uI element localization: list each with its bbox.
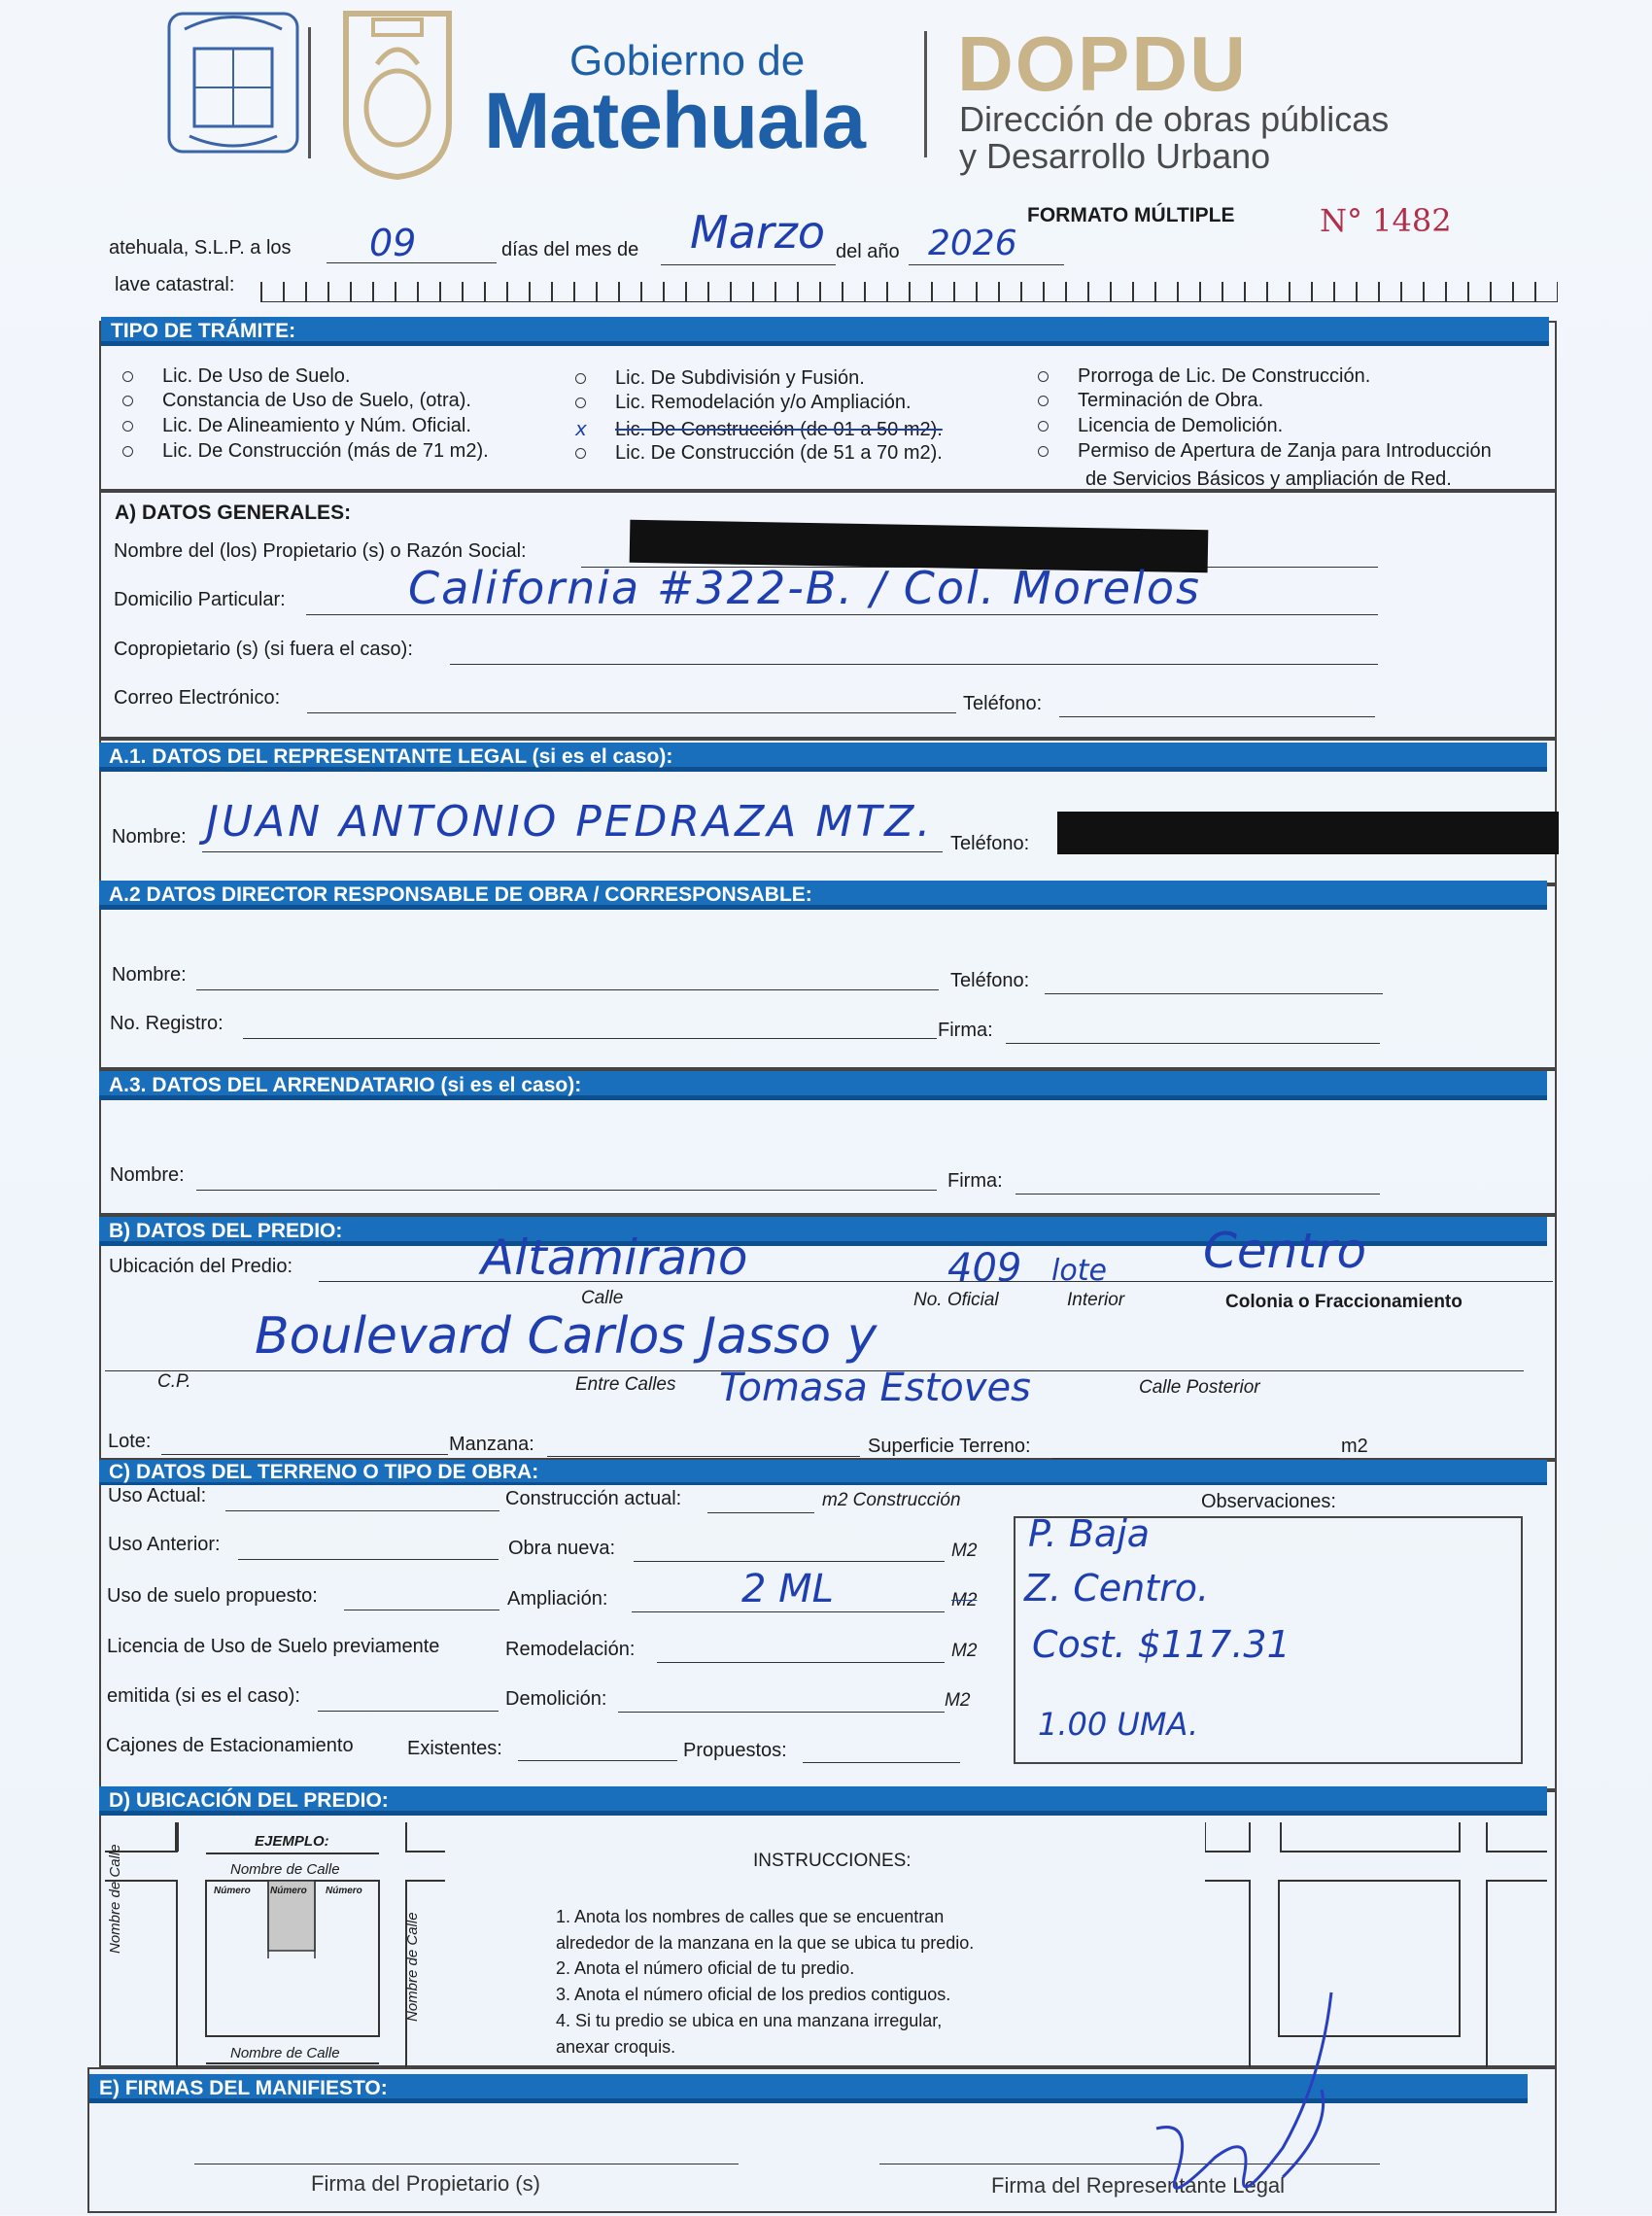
opt-label: Lic. De Subdivisión y Fusión. [615, 367, 865, 389]
year-label: del año [836, 241, 900, 262]
uso-actual-line [225, 1510, 499, 1511]
arr-name-line [196, 1190, 937, 1191]
tramite-opt-3-1[interactable] [1038, 365, 1370, 388]
const-actual-label: Construcción actual: [505, 1488, 682, 1509]
rep-phone-label: Teléfono: [950, 833, 1030, 854]
radio-bullet[interactable] [575, 373, 586, 384]
tramite-opt-2-4[interactable] [575, 442, 943, 465]
street-value[interactable]: Altamirano [481, 1229, 748, 1286]
municipal-shield-logo [165, 10, 301, 156]
observ-line-3: Cost. $117.31 [1032, 1623, 1291, 1666]
const-actual-line [707, 1512, 814, 1513]
lote-line [161, 1454, 448, 1455]
radio-bullet[interactable] [1038, 421, 1049, 432]
opt-label: Lic. De Construcción (de 51 a 70 m2). [615, 442, 943, 464]
predio-header: B) DATOS DEL PREDIO: [99, 1217, 1547, 1246]
redacted-rep-phone [1057, 812, 1559, 854]
area-label: Superficie Terreno: [868, 1436, 1031, 1457]
lote-label: Lote: [108, 1431, 152, 1452]
cp-caption: C.P. [157, 1371, 191, 1392]
instructions-title: INSTRUCCIONES: [753, 1851, 912, 1871]
radio-bullet[interactable] [1038, 446, 1049, 457]
dir-name-label: Nombre: [112, 964, 187, 986]
example-map [105, 1822, 445, 2067]
rep-name-value[interactable]: JUAN ANTONIO PEDRAZA MTZ. [206, 797, 934, 847]
ubicacion-header: D) UBICACIÓN DEL PREDIO: [99, 1786, 1547, 1816]
coowner-label: Copropietario (s) (si fuera el caso): [114, 639, 413, 660]
dept-name-line2: y Desarrollo Urbano [959, 136, 1271, 176]
obra-nueva-unit: M2 [951, 1541, 978, 1561]
instr-2: alrededor de la manzana en la que se ubica tu predio. [556, 1933, 975, 1953]
arr-sign-line [1015, 1194, 1380, 1195]
opt-label: Lic. De Uso de Suelo. [162, 365, 351, 387]
datos-generales-header: A) DATOS GENERALES: [115, 502, 352, 524]
terreno-header: C) DATOS DEL TERRENO O TIPO DE OBRA: [99, 1460, 1547, 1485]
email-line [307, 712, 956, 713]
year-value[interactable]: 2026 [928, 224, 1017, 263]
cadastral-label: lave catastral: [115, 274, 235, 295]
tramite-header: TIPO DE TRÁMITE: [101, 317, 1549, 346]
example-label: EJEMPLO: [255, 1833, 329, 1850]
area-unit: m2 [1341, 1436, 1368, 1457]
day-value[interactable]: 09 [369, 222, 417, 264]
tramite-opt-1-1[interactable] [122, 365, 350, 388]
opt-label: Lic. Remodelación y/o Ampliación. [615, 392, 912, 413]
propuestos-label: Propuestos: [683, 1740, 787, 1761]
dir-sign-label: Firma: [938, 1020, 993, 1041]
arr-name-label: Nombre: [110, 1164, 185, 1186]
opt-label: Lic. De Construcción (más de 71 m2). [162, 440, 489, 462]
area-line [1052, 1458, 1339, 1459]
propuestos-line [803, 1762, 960, 1763]
opt-label: Constancia de Uso de Suelo, (otra). [162, 390, 471, 411]
tramite-opt-1-2[interactable] [122, 390, 471, 412]
address-value[interactable]: California #322-B. / Col. Morelos [408, 562, 1201, 614]
dept-acronym: DOPDU [957, 20, 1248, 107]
manzana-line [547, 1456, 860, 1457]
owner-label: Nombre del (los) Propietario (s) o Razón Social: [114, 540, 527, 562]
month-value[interactable]: Marzo [690, 206, 826, 259]
firmas-header: E) FIRMAS DEL MANIFIESTO: [89, 2074, 1528, 2103]
email-label: Correo Electrónico: [114, 687, 281, 709]
coowner-line [450, 664, 1378, 665]
dir-name-line [196, 989, 939, 990]
radio-bullet[interactable] [122, 371, 133, 382]
tramite-opt-2-3[interactable] [575, 417, 943, 441]
date-prefix: atehuala, S.L.P. a los [109, 237, 292, 259]
checked-mark-icon: x [575, 417, 587, 440]
representante-header: A.1. DATOS DEL REPRESENTANTE LEGAL (si es el caso): [99, 743, 1547, 772]
dir-phone-label: Teléfono: [950, 970, 1030, 991]
header-divider [308, 27, 311, 158]
dir-phone-line [1045, 993, 1383, 994]
opt-label: Terminación de Obra. [1078, 390, 1264, 411]
gov-title-line2: Matehuala [484, 77, 865, 165]
year-line [909, 264, 1064, 265]
opt-label-selected: Lic. De Construcción (de 01 a 50 m2). [615, 419, 943, 440]
tramite-opt-1-3[interactable] [122, 415, 471, 437]
dir-reg-line [243, 1038, 937, 1039]
radio-bullet[interactable] [575, 398, 586, 408]
rep-name-label: Nombre: [112, 826, 187, 848]
example-street-top: Nombre de Calle [230, 1861, 340, 1878]
tramite-opt-3-4-cont: de Servicios Básicos y ampliación de Red. [1085, 468, 1452, 490]
dir-reg-label: No. Registro: [110, 1013, 224, 1034]
example-street-left: Nombre de Calle [107, 1844, 123, 1954]
arrendatario-header: A.3. DATOS DEL ARRENDATARIO (si es el caso): [99, 1071, 1547, 1100]
remodelacion-label: Remodelación: [505, 1639, 636, 1660]
opt-label: Lic. De Alineamiento y Núm. Oficial. [162, 415, 471, 436]
gen-phone-label: Teléfono: [963, 693, 1043, 714]
location-label: Ubicación del Predio: [109, 1256, 293, 1277]
gen-phone-line [1059, 716, 1375, 717]
folio-number: N° 1482 [1320, 202, 1452, 239]
dept-name-line1: Dirección de obras públicas [959, 99, 1390, 139]
instr-4: 3. Anota el número oficial de los predios contiguos. [556, 1985, 951, 2004]
demolicion-line [618, 1712, 945, 1713]
tramite-opt-2-1[interactable] [575, 367, 865, 390]
opt-label: Licencia de Demolición. [1078, 415, 1284, 436]
interior-value[interactable]: lote [1051, 1254, 1107, 1288]
colonia-value[interactable]: Centro [1203, 1223, 1367, 1279]
cadastral-key-boxes[interactable] [260, 282, 1558, 302]
radio-bullet[interactable] [122, 446, 133, 457]
lic-prev-line [318, 1711, 499, 1712]
tramite-opt-1-4[interactable] [122, 440, 489, 463]
existentes-line [518, 1760, 677, 1761]
signature-scribble [1137, 1983, 1360, 2211]
ampliacion-label: Ampliación: [507, 1588, 608, 1610]
uso-anterior-label: Uso Anterior: [108, 1534, 221, 1555]
city-crest-logo [338, 6, 457, 181]
month-line [661, 264, 836, 265]
ampliacion-unit: M2 [951, 1590, 978, 1610]
rep-name-line [202, 851, 943, 852]
example-number-2: Número [270, 1886, 307, 1896]
tramite-opt-3-3[interactable] [1038, 415, 1283, 437]
example-street-right: Nombre de Calle [404, 1912, 421, 2022]
instr-5: 4. Si tu predio se ubica en una manzana irregular, [556, 2011, 943, 2030]
example-number-3: Número [326, 1886, 362, 1896]
tramite-opt-2-2[interactable] [575, 392, 912, 414]
director-header: A.2 DATOS DIRECTOR RESPONSABLE DE OBRA / CORRESPONSABLE: [99, 881, 1547, 910]
between-value-2[interactable]: Tomasa Estoves [719, 1366, 1031, 1410]
remodelacion-unit: M2 [951, 1641, 978, 1661]
uso-anterior-line [238, 1559, 499, 1560]
radio-bullet[interactable] [122, 396, 133, 406]
obra-nueva-line [634, 1561, 945, 1562]
gov-title-line1: Gobierno de [569, 37, 806, 85]
tramite-opt-3-2[interactable] [1038, 390, 1263, 412]
m2-const-label: m2 Construcción [822, 1490, 961, 1510]
date-mid: días del mes de [501, 239, 639, 260]
remodelacion-line [657, 1662, 945, 1663]
lic-prev-line2: emitida (si es el caso): [107, 1685, 300, 1707]
tramite-opt-3-4[interactable] [1038, 440, 1492, 463]
number-value[interactable]: 409 [947, 1246, 1022, 1291]
opt-label: Permiso de Apertura de Zanja para Introducción [1078, 440, 1492, 462]
header-divider-2 [924, 31, 927, 157]
between-value-1[interactable]: Boulevard Carlos Jasso y [255, 1307, 878, 1366]
uso-actual-label: Uso Actual: [108, 1485, 207, 1506]
interior-caption: Interior [1067, 1290, 1125, 1310]
demolicion-label: Demolición: [505, 1688, 607, 1710]
instr-1: 1. Anota los nombres de calles que se encuentran [556, 1907, 945, 1926]
owner-sign-caption: Firma del Propietario (s) [311, 2171, 540, 2196]
director-frame [99, 884, 1557, 1069]
dir-sign-line [1006, 1043, 1380, 1044]
street-caption: Calle [581, 1288, 624, 1308]
number-caption: No. Oficial [913, 1290, 999, 1310]
address-label: Domicilio Particular: [114, 589, 286, 610]
example-street-bottom: Nombre de Calle [230, 2045, 340, 2061]
cajones-label: Cajones de Estacionamiento [106, 1735, 354, 1756]
observ-line-2: Z. Centro. [1024, 1567, 1210, 1610]
between-caption: Entre Calles [575, 1374, 676, 1395]
manzana-label: Manzana: [449, 1434, 534, 1455]
rear-caption: Calle Posterior [1139, 1377, 1260, 1398]
instr-3: 2. Anota el número oficial de tu predio. [556, 1958, 855, 1978]
lic-prev-line1: Licencia de Uso de Suelo previamente [107, 1636, 440, 1657]
observ-line-1: P. Baja [1028, 1512, 1151, 1555]
address-line [306, 614, 1378, 615]
form-title: FORMATO MÚLTIPLE [1027, 204, 1235, 226]
radio-bullet[interactable] [1038, 396, 1049, 406]
radio-bullet[interactable] [575, 448, 586, 459]
radio-bullet[interactable] [1038, 371, 1049, 382]
rep-sign-caption: Firma del Representante Legal [991, 2173, 1286, 2198]
instr-6: anexar croquis. [556, 2037, 676, 2057]
obra-nueva-label: Obra nueva: [508, 1538, 616, 1559]
opt-label: Prorroga de Lic. De Construcción. [1078, 365, 1371, 387]
arr-sign-label: Firma: [947, 1170, 1003, 1192]
radio-bullet[interactable] [122, 421, 133, 432]
observ-line-4: 1.00 UMA. [1038, 1706, 1199, 1743]
observ-label: Observaciones: [1201, 1491, 1336, 1512]
demolicion-unit: M2 [945, 1690, 971, 1711]
ampliacion-line [632, 1611, 945, 1612]
uso-propuesto-label: Uso de suelo propuesto: [107, 1585, 318, 1607]
existentes-label: Existentes: [407, 1738, 502, 1759]
ampliacion-value[interactable]: 2 ML [741, 1567, 834, 1611]
example-number-1: Número [214, 1886, 251, 1896]
colonia-caption: Colonia o Fraccionamiento [1225, 1292, 1463, 1312]
